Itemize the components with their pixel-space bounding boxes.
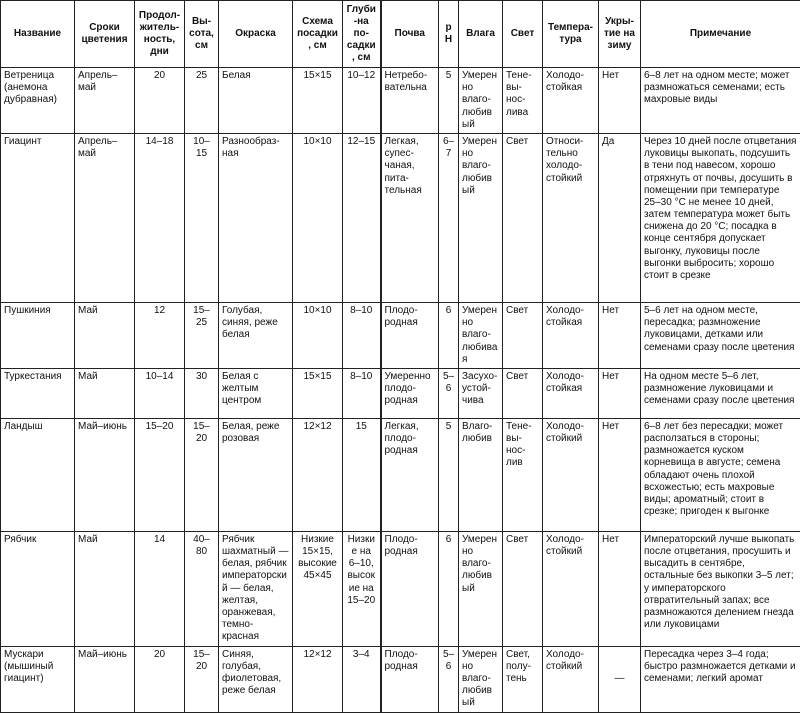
header-bloom-period: Сроки цветения — [75, 1, 135, 68]
cell-ph: 6 — [439, 531, 459, 646]
cell-name: Пушкиния — [1, 302, 75, 368]
cell-bloom-period: Май — [75, 368, 135, 418]
cell-planting-depth: 12–15 — [343, 133, 381, 302]
cell-bloom-period: Апрель–май — [75, 68, 135, 134]
cell-planting-depth: 3–4 — [343, 646, 381, 712]
header-winter-cover: Укры-тие на зиму — [599, 1, 641, 68]
cell-soil: Плодо-родная — [381, 646, 439, 712]
header-ph: pH — [439, 1, 459, 68]
cell-moisture: Умеренно влаго-любивый — [459, 68, 503, 134]
header-height: Вы-сота, см — [185, 1, 219, 68]
cell-moisture: Засухо-устой-чива — [459, 368, 503, 418]
cell-light: Тене-вы-нос-лива — [503, 68, 543, 134]
cell-height: 40–80 — [185, 531, 219, 646]
header-name: Название — [1, 1, 75, 68]
cell-planting-depth: 8–10 — [343, 302, 381, 368]
cell-planting-scheme: Низкие 15×15, высокие 45×45 — [293, 531, 343, 646]
cell-bloom-period: Апрель–май — [75, 133, 135, 302]
cell-temperature: Холодо-стойкий — [543, 418, 599, 531]
cell-temperature: Относи-тельно холодо-стойкий — [543, 133, 599, 302]
cell-note: 6–8 лет на одном месте; может размножаться семенами; есть махровые виды — [641, 68, 800, 134]
cell-name: Мускари (мышиный гиацинт) — [1, 646, 75, 712]
cell-soil: Нетребо-вательна — [381, 68, 439, 134]
cell-ph: 5 — [439, 418, 459, 531]
cell-color: Разнообраз-ная — [219, 133, 293, 302]
cell-color: Белая с желтым центром — [219, 368, 293, 418]
cell-light: Свет — [503, 368, 543, 418]
cell-planting-scheme: 12×12 — [293, 418, 343, 531]
cell-planting-depth: Низкие на 6–10, высокие на 15–20 — [343, 531, 381, 646]
cell-bloom-period: Май–июнь — [75, 646, 135, 712]
cell-note: Через 10 дней после отцветания луковицы выкопать, подсушить в тени под навесом, хорошо отряхнуть от почвы, досушить в помещении при температуре 25–30 °C не менее 10 дней, затем температура может быть снижена до 20 °C; посадка в конце сентября допускает выгонку, луковицы после выгонки выбросить; хорошо стоит в срезке — [641, 133, 800, 302]
cell-height: 30 — [185, 368, 219, 418]
cell-note: 6–8 лет без пересадки; может расползаться в стороны; размножается куском корневища в августе; семена обладают очень плохой всхожестью; есть махровые виды; ароматный; стоит в срезке; пригоден к выгонке — [641, 418, 800, 531]
cell-soil: Умеренно плодо-родная — [381, 368, 439, 418]
cell-ph: 5–6 — [439, 368, 459, 418]
cell-temperature: Холодо-стойкая — [543, 68, 599, 134]
cell-bloom-period: Май–июнь — [75, 418, 135, 531]
cell-note: 5–6 лет на одном месте, пересадка; размножение луковицами, детками или семенами сразу после цветения — [641, 302, 800, 368]
cell-moisture: Умеренно влаго-любивая — [459, 302, 503, 368]
table-row — [1, 646, 800, 712]
cell-height: 15–20 — [185, 646, 219, 712]
header-moisture: Влага — [459, 1, 503, 68]
header-duration: Продол-житель-ность, дни — [135, 1, 185, 68]
cell-duration: 12 — [135, 302, 185, 368]
cell-name: Гиацинт — [1, 133, 75, 302]
cell-planting-scheme: 10×10 — [293, 133, 343, 302]
cell-soil: Легкая, плодо-родная — [381, 418, 439, 531]
cell-color: Белая, реже розовая — [219, 418, 293, 531]
table-row — [1, 531, 800, 646]
cell-winter-cover: Да — [599, 133, 641, 302]
cell-height: 15–20 — [185, 418, 219, 531]
cell-duration: 20 — [135, 68, 185, 134]
cell-planting-depth: 10–12 — [343, 68, 381, 134]
table-row — [1, 418, 800, 531]
cell-temperature: Холодо-стойкая — [543, 302, 599, 368]
table-row — [1, 133, 800, 302]
cell-duration: 10–14 — [135, 368, 185, 418]
cell-duration: 20 — [135, 646, 185, 712]
header-note: Примечание — [641, 1, 800, 68]
cell-light: Свет — [503, 133, 543, 302]
cell-note: Императорский лучше выкопать после отцветания, просушить и высадить в сентябре, остальные без выкопки 3–5 лет; у императорского отвратительный запах; все размножаются делением гнезда или луковицами — [641, 531, 800, 646]
cell-soil: Плодо-родная — [381, 302, 439, 368]
table-row — [1, 302, 800, 368]
cell-color: Белая — [219, 68, 293, 134]
cell-note: Пересадка через 3–4 года; быстро размножается детками и семенами; легкий аромат — [641, 646, 800, 712]
cell-planting-scheme: 12×12 — [293, 646, 343, 712]
cell-light: Свет, полу-тень — [503, 646, 543, 712]
cell-soil: Легкая, супес-чаная, пита-тельная — [381, 133, 439, 302]
cell-light: Свет — [503, 531, 543, 646]
cell-moisture: Влаго-любив — [459, 418, 503, 531]
cell-ph: 6 — [439, 302, 459, 368]
table-row — [1, 368, 800, 418]
cell-moisture: Умеренно влаго-любивый — [459, 646, 503, 712]
cell-color: Голубая, синяя, реже белая — [219, 302, 293, 368]
cell-winter-cover: Нет — [599, 302, 641, 368]
cell-name: Туркестания — [1, 368, 75, 418]
cell-planting-scheme: 15×15 — [293, 68, 343, 134]
cell-planting-depth: 8–10 — [343, 368, 381, 418]
header-temperature: Темпера-тура — [543, 1, 599, 68]
cell-bloom-period: Май — [75, 531, 135, 646]
cell-duration: 15–20 — [135, 418, 185, 531]
header-planting-depth: Глуби-на по-садки, см — [343, 1, 381, 68]
cell-note: На одном месте 5–6 лет, размножение луковицами и семенами сразу после цветения — [641, 368, 800, 418]
cell-winter-cover: Нет — [599, 531, 641, 646]
cell-ph: 5 — [439, 68, 459, 134]
cell-height: 10–15 — [185, 133, 219, 302]
cell-moisture: Умеренно влаго-любивый — [459, 133, 503, 302]
cell-bloom-period: Май — [75, 302, 135, 368]
cell-duration: 14 — [135, 531, 185, 646]
cell-ph: 6–7 — [439, 133, 459, 302]
cell-temperature: Холодо-стойкий — [543, 531, 599, 646]
header-color: Окраска — [219, 1, 293, 68]
cell-winter-cover: Нет — [599, 368, 641, 418]
cell-name: Ветреница (анемона дубравная) — [1, 68, 75, 134]
cell-color: Рябчик шахматный — белая, рябчик императорский — белая, желтая, оранжевая, темно-красная — [219, 531, 293, 646]
cell-planting-depth: 15 — [343, 418, 381, 531]
cell-height: 15–25 — [185, 302, 219, 368]
cell-moisture: Умеренно влаго-любивый — [459, 531, 503, 646]
cell-temperature: Холодо-стойкая — [543, 368, 599, 418]
cell-name: Рябчик — [1, 531, 75, 646]
cell-soil: Плодо-родная — [381, 531, 439, 646]
cell-light: Свет — [503, 302, 543, 368]
cell-name: Ландыш — [1, 418, 75, 531]
cell-color: Синяя, голубая, фиолетовая, реже белая — [219, 646, 293, 712]
header-soil: Почва — [381, 1, 439, 68]
cell-temperature: Холодо-стойкий — [543, 646, 599, 712]
cell-planting-scheme: 10×10 — [293, 302, 343, 368]
cell-ph: 5–6 — [439, 646, 459, 712]
cell-duration: 14–18 — [135, 133, 185, 302]
header-row — [1, 1, 800, 68]
cell-winter-cover: Нет — [599, 418, 641, 531]
cell-winter-cover: Нет — [599, 68, 641, 134]
cell-winter-cover: — — [599, 646, 641, 712]
table-row — [1, 68, 800, 134]
cell-planting-scheme: 15×15 — [293, 368, 343, 418]
cell-light: Тене-вы-нос-лив — [503, 418, 543, 531]
cell-height: 25 — [185, 68, 219, 134]
header-light: Свет — [503, 1, 543, 68]
header-planting-scheme: Схема посадки, см — [293, 1, 343, 68]
